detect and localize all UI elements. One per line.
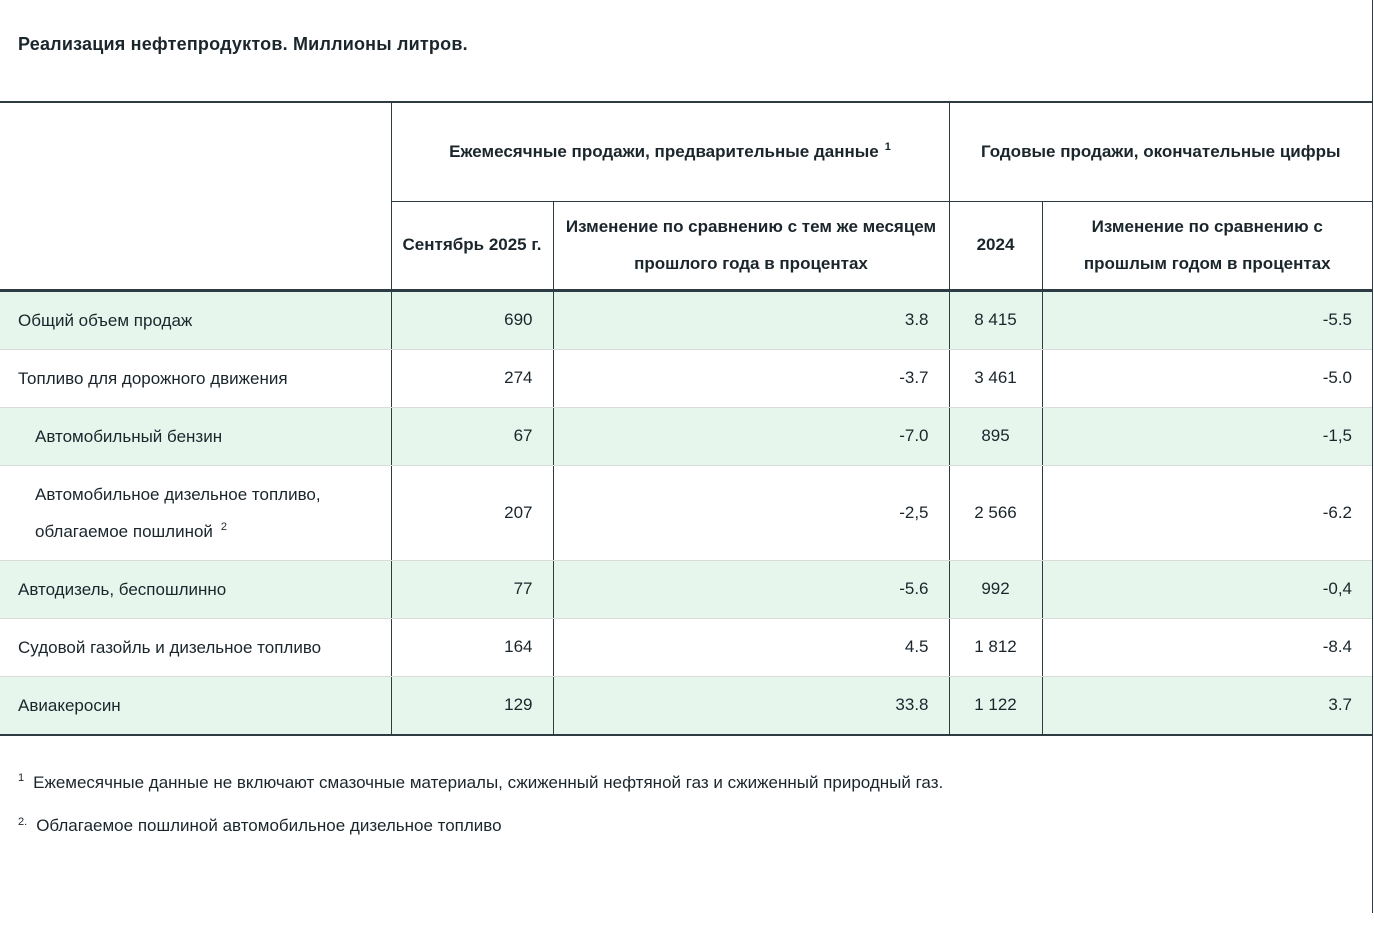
cell-2024: 1 812 [949, 618, 1042, 676]
cell-september-2025: 164 [391, 618, 553, 676]
cell-september-2025: 274 [391, 349, 553, 407]
cell-change-month: -3.7 [553, 349, 949, 407]
row-label [0, 618, 391, 676]
footnotes [0, 770, 1372, 839]
cell-2024: 8 415 [949, 290, 1042, 349]
table-row [0, 676, 1372, 735]
cell-2024: 895 [949, 407, 1042, 465]
table-row [0, 560, 1372, 618]
row-label-text: Автодизель, беспошлинно [18, 579, 227, 599]
footnote-text: Облагаемое пошлиной автомобильное дизельное топливо [36, 816, 502, 836]
col-header-change-year: Изменение по сравнению с прошлым годом в процентах [1042, 201, 1372, 290]
table-row [0, 407, 1372, 465]
group-header-row [0, 102, 1372, 201]
row-label [0, 560, 391, 618]
row-label [0, 465, 391, 560]
group-header-monthly [391, 102, 949, 201]
col-header-change-month: Изменение по сравнению с тем же месяцем прошлого года в процентах [553, 201, 949, 290]
cell-change-month: 33.8 [553, 676, 949, 735]
footnote-ref: 2 [220, 521, 228, 534]
cell-2024: 3 461 [949, 349, 1042, 407]
group-header-monthly-label: Ежемесячные продажи, предварительные данные [449, 142, 879, 162]
corner-cell [0, 102, 391, 290]
cell-2024: 1 122 [949, 676, 1042, 735]
cell-september-2025: 129 [391, 676, 553, 735]
cell-september-2025: 77 [391, 560, 553, 618]
row-label [0, 407, 391, 465]
cell-2024: 992 [949, 560, 1042, 618]
cell-september-2025: 690 [391, 290, 553, 349]
row-label [0, 349, 391, 407]
cell-change-year: -5.5 [1042, 290, 1372, 349]
cell-change-month: -7.0 [553, 407, 949, 465]
footnote-mark: 2. [18, 815, 28, 828]
statistics-table [0, 101, 1372, 736]
cell-change-year: -8.4 [1042, 618, 1372, 676]
table-header [0, 102, 1372, 290]
table-row [0, 465, 1372, 560]
cell-change-month: 4.5 [553, 618, 949, 676]
table-title: Реализация нефтепродуктов. Миллионы литров. [18, 34, 468, 54]
footnote-item [18, 813, 1354, 839]
cell-change-year: -6.2 [1042, 465, 1372, 560]
cell-change-month: -2,5 [553, 465, 949, 560]
cell-change-year: -5.0 [1042, 349, 1372, 407]
row-label-text: Авиакеросин [18, 695, 121, 715]
footnote-ref-1: 1 [884, 141, 891, 154]
table-row [0, 349, 1372, 407]
cell-september-2025: 207 [391, 465, 553, 560]
cell-change-month: 3.8 [553, 290, 949, 349]
row-label-text: Общий объем продаж [18, 310, 193, 330]
cell-change-month: -5.6 [553, 560, 949, 618]
cell-september-2025: 67 [391, 407, 553, 465]
table-row [0, 618, 1372, 676]
table-body [0, 290, 1372, 735]
row-label [0, 676, 391, 735]
table-row [0, 290, 1372, 349]
col-header-september-2025: Сентябрь 2025 г. [391, 201, 553, 290]
cell-2024: 2 566 [949, 465, 1042, 560]
row-label-text: Топливо для дорожного движения [18, 368, 288, 388]
footnote-text: Ежемесячные данные не включают смазочные материалы, сжиженный нефтяной газ и сжиженный природный газ. [33, 772, 944, 792]
row-label-text: Судовой газойль и дизельное топливо [18, 637, 322, 657]
row-label-text: Автомобильный бензин [35, 426, 223, 446]
cell-change-year: 3.7 [1042, 676, 1372, 735]
footnote-mark: 1 [18, 772, 25, 785]
row-label [0, 290, 391, 349]
col-header-2024: 2024 [949, 201, 1042, 290]
group-header-annual-label: Годовые продажи, окончательные цифры [980, 142, 1341, 162]
row-label-text: Автомобильное дизельное топливо, облагаемое пошлиной [35, 484, 321, 541]
cell-change-year: -0,4 [1042, 560, 1372, 618]
group-header-annual [949, 102, 1372, 201]
footnote-item [18, 770, 1354, 796]
cell-change-year: -1,5 [1042, 407, 1372, 465]
